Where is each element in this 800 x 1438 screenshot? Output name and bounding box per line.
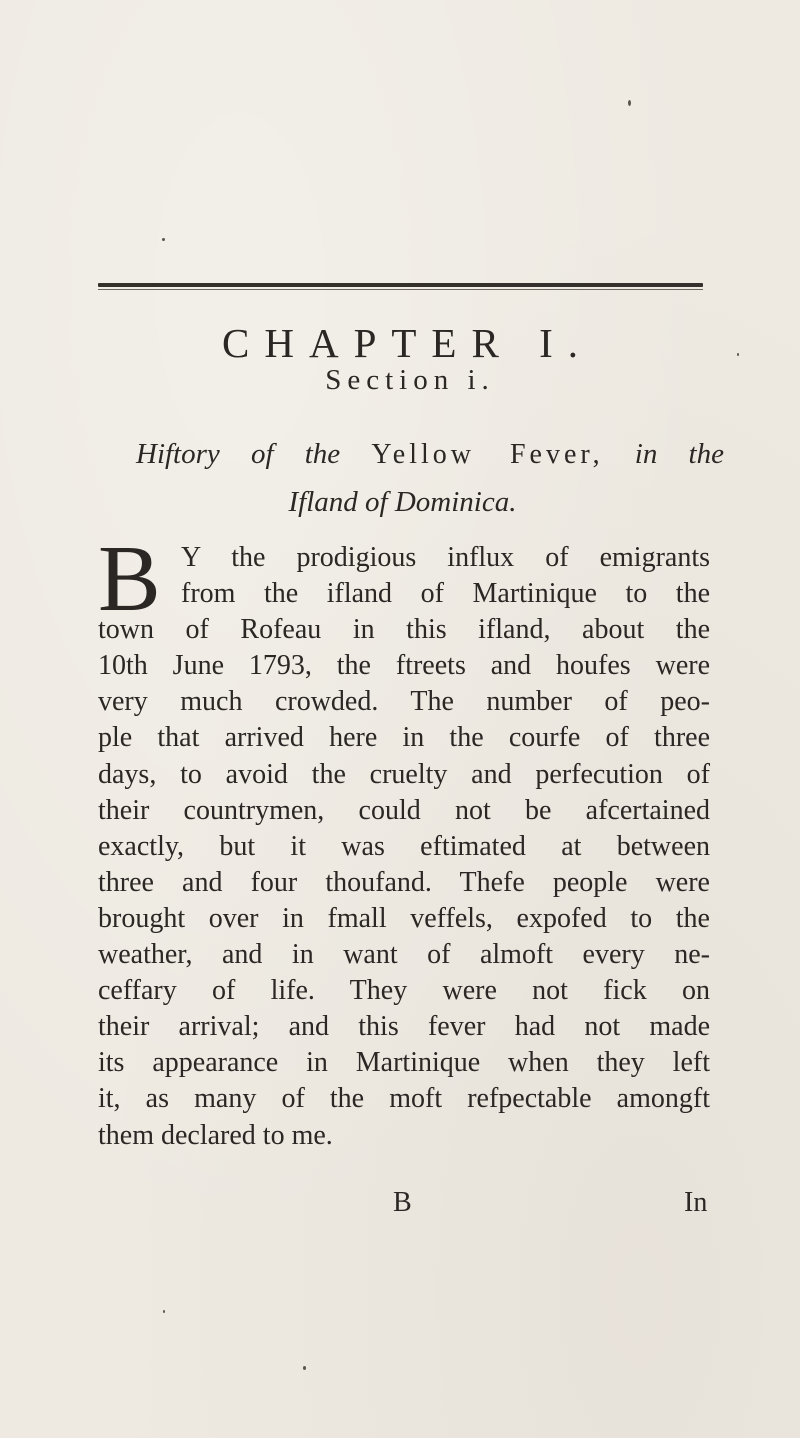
body-line: days, to avoid the cruelty and perfecution of [98, 758, 710, 790]
body-line: town of Rofeau in this ifland, about the [98, 614, 710, 646]
body-line: their countrymen, could not be afcertained [98, 794, 710, 826]
body-line: weather, and in want of almoft every ne- [98, 939, 710, 971]
title-italic-b: in the [634, 438, 724, 470]
body-line: ceffary of life. They were not fick on [98, 975, 710, 1007]
catchword: In [684, 1187, 708, 1218]
title-italic-a: Hiftory of the [136, 438, 341, 470]
header-rule-thin [98, 289, 703, 290]
body-line: ple that arrived here in the courfe of three [98, 722, 710, 754]
paper-speck [303, 1366, 306, 1370]
drop-cap: B [98, 527, 161, 631]
body-line: three and four thoufand. Thefe people were [98, 866, 710, 898]
body-line: them declared to me. [98, 1119, 333, 1151]
paper-speck [163, 1310, 165, 1313]
body-line: 10th June 1793, the ftreets and houfes were [98, 650, 710, 682]
body-line: it, as many of the moft refpectable amongft [98, 1083, 710, 1115]
signature-mark: B [393, 1187, 412, 1218]
title-smallcaps: Yellow Fever, [371, 439, 604, 470]
body-line: from the ifland of Martinique to the [181, 578, 710, 610]
body-line: very much crowded. The number of peo- [98, 686, 710, 718]
body-text [98, 527, 710, 1154]
section-title-line-1 [136, 430, 724, 479]
header-rule [98, 283, 703, 287]
section-heading: Section i. [325, 364, 495, 396]
body-line: Y the prodigious influx of emigrants [181, 542, 710, 573]
paper-speck [162, 238, 165, 241]
body-line: brought over in fmall veffels, expofed to the [98, 902, 710, 934]
body-line: its appearance in Martinique when they left [98, 1047, 710, 1079]
chapter-heading: CHAPTER I. [222, 320, 593, 366]
section-title-line-2: Ifland of Dominica. [288, 486, 517, 518]
body-line: exactly, but it was eftimated at between [98, 830, 710, 862]
body-line: their arrival; and this fever had not made [98, 1011, 710, 1043]
paper-speck [628, 100, 631, 106]
